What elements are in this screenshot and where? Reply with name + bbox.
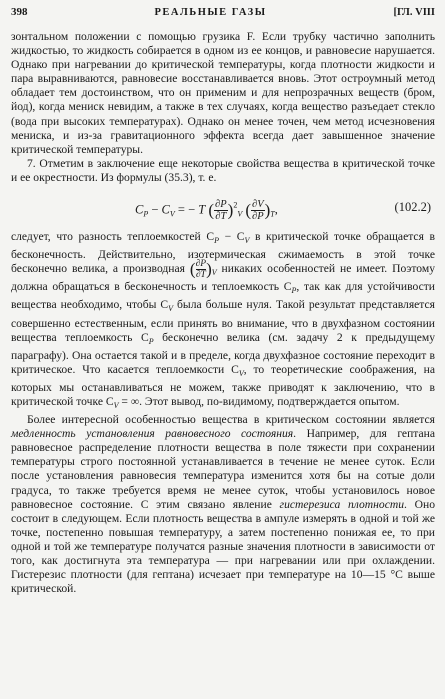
paragraph-1: зонтальном положении с помощью грузика F. Если трубку частично заполнить жидкостью, то жидкость собирается в одном из ее концов, и равновесие нарушается. Однако при нагревании до критической температуры, когда плотности жидкости и пара выравниваются, равновесие восстанавливается вновь. Этот остроумный метод обладает тем достоинством, что он применим и для непрозрачных веществ (бром, йод), когда мениск невидим, а также в тех случаях, когда вещество разъедает стекло (вода при высоких температурах). Однако он менее точен, чем метод исчезновения мениска, и из-за гравитационного эффекта всегда дает завышенное значение критической температуры. [11,30,435,156]
page-number: 398 [11,6,28,18]
emphasis-density-hysteresis: гистерезиса плотности [279,497,405,511]
paragraph-4: Более интересной особенностью вещества в критическом состоянии является медленность установления равновесного состояния. Например, для гептана равновесное распределение плотности вещества в поле тяжести при сохранении температуры строго постоянной устанавливается в течение не менее суток. Если после установления равновесия температура изменится хотя бы на сотые доли градуса, то также требуется время не менее суток, чтобы установилось новое равновесное состояние. С этим связано явление гистерезиса плотности. Оно состоит в следующем. Если плотность вещества в ампуле измерять в одной и той же точке, постепенно повышая температуру, а затем постепенно понижая ее, то при одной и той же температуре получатся разные значения плотности в зависимости от того, как достигнута эта температура — при нагревании или при охлаждении. Гистерезис плотности (для гептана) исчезает при температуре на 10—15 °С выше критической. [11,413,435,596]
emphasis-slow-equilibrium: медленность установления равновесного состояния [11,427,294,441]
equation-expression: $C_P - C_V$ = − T ( $\frac{\partial P}{\partial T}$ )$^2_V$ ( $\frac{\partial V}{\partial P}$ )$_T$, [135,199,278,223]
paragraph-3: следует, что разность теплоемкостей $C_P - C_V$ в критической точке обращается в бесконечность. Действительно, изотермическая сжимаемость в этой точке бесконечно велика, а производная ( $\frac{\partial P}{\partial T}$ )$_V$ никаких особенностей не имеет. Поэтому должна обращаться в бесконечность и теплоемкость $C_P$, так как для устойчивости вещества необходимо, чтобы $C_V$ была больше нуля. Такой результат представляется совершенно естественным, если принять во внимание, что в двухфазном состоянии вещества теплоемкость $C_P$ бесконечно велика (см. задачу 2 к предыдущему параграфу). Она остается такой и в пределе, когда двухфазное состояние переходит в критическое. Что касается теплоемкости $C_V$, то теоретические соображения, на которых мы останавливаться не можем, также приводят к заключению, что в критической точке $C_V$ = ∞. Этот вывод, по-видимому, подтверждается опытом. [11,230,435,410]
equation-number: (102.2) [394,200,431,215]
chapter-label: [ГЛ. VIII [393,7,435,18]
running-header [11,6,435,22]
equation-102-2 [11,190,435,226]
paragraph-2: 7. Отметим в заключение еще некоторые свойства вещества в критической точке и ее окрестности. Из формулы (35.3), т. е. [11,156,435,184]
running-title: РЕАЛЬНЫЕ ГАЗЫ [154,7,267,18]
